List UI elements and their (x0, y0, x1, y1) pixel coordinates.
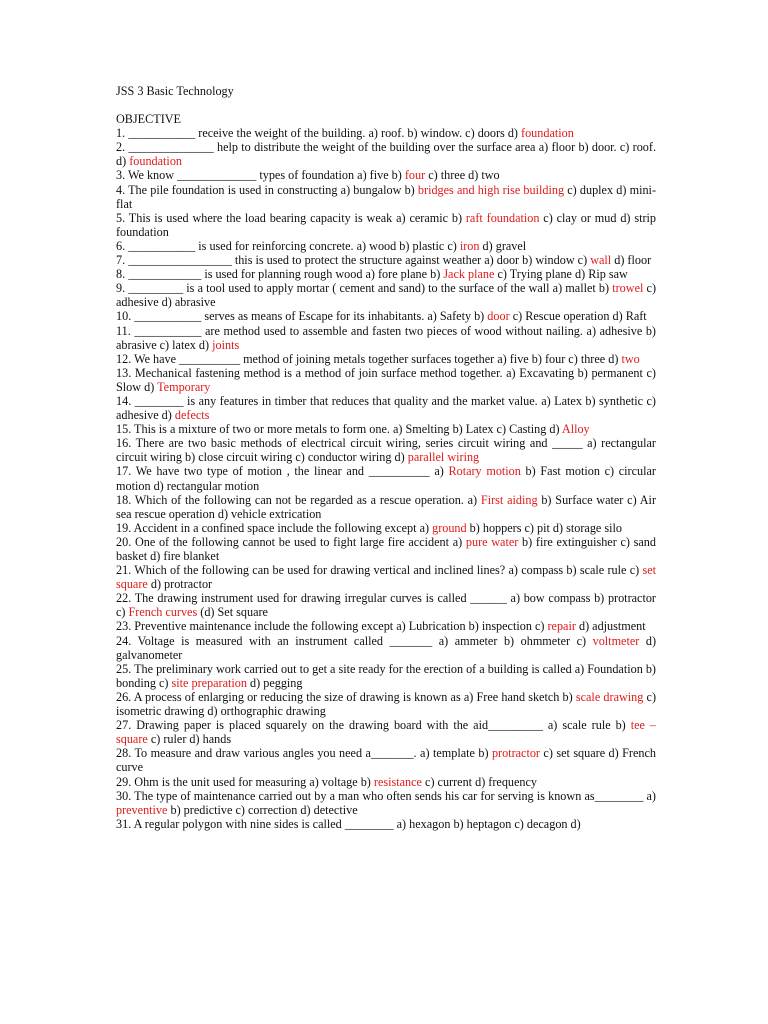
question-options-rest: c) duplex d) mini-flat (116, 182, 656, 211)
question-options-rest: b) Fast motion c) circular motion d) rectangular motion (116, 464, 656, 493)
question-text: 1. ___________ receive the weight of the building. a) roof. b) window. c) doors d) (116, 126, 522, 141)
question-text: 22. The drawing instrument used for drawing irregular curves is called ______ a) bow compass b) protractor c) (116, 591, 656, 620)
question-item (116, 521, 656, 535)
answer-highlight: foundation (521, 126, 574, 141)
answer-highlight: four (404, 168, 426, 183)
question-text: 21. Which of the following can be used for drawing vertical and inclined lines? a) compass b) scale rule c) (116, 563, 643, 578)
answer-highlight: set square (116, 563, 656, 592)
question-item (116, 591, 656, 619)
question-item (116, 493, 656, 521)
question-options-rest: c) clay or mud d) strip foundation (116, 210, 657, 239)
question-text: 12. We have __________ method of joining metals together surfaces together a) five b) four c) three d) (116, 351, 622, 366)
document-title: JSS 3 Basic Technology (116, 84, 234, 98)
answer-highlight: preventive (116, 802, 168, 817)
question-text: 9. _________ is a tool used to apply mortar ( cement and sand) to the surface of the wall a) mallet b) (116, 281, 613, 296)
answer-highlight: pure water (465, 534, 519, 549)
answer-highlight: foundation (129, 154, 183, 169)
question-text: 24. Voltage is measured with an instrument called _______ a) ammeter b) ohmmeter c) (116, 633, 593, 648)
answer-highlight: Jack plane (443, 267, 495, 282)
question-options-rest: b) fire extinguisher c) sand basket d) fire blanket (116, 534, 656, 563)
answer-highlight: site preparation (171, 675, 247, 690)
answer-highlight: wall (590, 253, 612, 268)
question-options-rest: c) current d) frequency (421, 774, 538, 789)
question-list (116, 126, 656, 831)
question-item (116, 775, 656, 789)
question-item (116, 183, 656, 211)
question-item (116, 464, 656, 492)
question-text: 2. ______________ help to distribute the weight of the building over the surface area a) floor b) door. c) roof. d) (116, 140, 656, 169)
question-text: 6. ___________ is used for reinforcing concrete. a) wood b) plastic c) (116, 238, 460, 253)
question-item (116, 690, 656, 718)
question-options-rest: b) predictive c) correction d) detective (167, 802, 358, 817)
answer-highlight: protractor (491, 746, 540, 761)
question-options-rest: c) set square d) French curve (116, 746, 656, 775)
question-options-rest: d) pegging (246, 675, 303, 690)
question-text: 26. A process of enlarging or reducing the size of drawing is known as a) Free hand sketch b) (116, 689, 576, 704)
question-text: 16. There are two basic methods of electrical circuit wiring, series circuit wiring and _____ a) rectangular circuit wiring b) close circuit wiring c) conductor wiring d) (116, 436, 656, 465)
question-options-rest: c) three d) two (425, 168, 500, 183)
question-item (116, 267, 656, 281)
answer-highlight: scale drawing (575, 689, 644, 704)
answer-highlight: iron (459, 238, 480, 253)
answer-highlight: trowel (612, 281, 644, 296)
answer-highlight: raft foundation (465, 210, 540, 225)
answer-highlight: First aiding (480, 492, 538, 507)
question-text: 7. _________________ this is used to protect the structure against weather a) door b) window c) (116, 253, 591, 268)
question-options-rest: d) floor (611, 253, 652, 268)
question-text: 18. Which of the following can not be regarded as a rescue operation. a) (116, 492, 481, 507)
question-text: 15. This is a mixture of two or more metals to form one. a) Smelting b) Latex c) Casting d) (116, 422, 562, 437)
question-item (116, 422, 656, 436)
question-item (116, 789, 656, 817)
question-item (116, 168, 656, 182)
question-item (116, 352, 656, 366)
question-options-rest: d) protractor (147, 577, 213, 592)
question-options-rest: c) ruler d) hands (147, 732, 232, 747)
question-options-rest: c) Trying plane d) Rip saw (494, 267, 628, 282)
question-text: 17. We have two type of motion , the linear and __________ a) (116, 464, 449, 479)
question-item (116, 253, 656, 267)
answer-highlight: joints (212, 337, 240, 352)
question-item (116, 619, 656, 633)
question-options-rest: c) Rescue operation d) Raft (509, 309, 647, 324)
question-item (116, 394, 656, 422)
document-page (116, 84, 656, 831)
answer-highlight: Temporary (157, 379, 211, 394)
answer-highlight: ground (432, 520, 467, 535)
question-text: 23. Preventive maintenance include the following except a) Lubrication b) inspection c) (116, 619, 548, 634)
question-item (116, 535, 656, 563)
answer-highlight: bridges and high rise building (417, 182, 565, 197)
question-options-rest: (d) Set square (197, 605, 268, 620)
question-text: 29. Ohm is the unit used for measuring a) voltage b) (116, 774, 374, 789)
question-text: 3. We know _____________ types of foundation a) five b) (116, 168, 405, 183)
question-item (116, 140, 656, 168)
question-text: 13. Mechanical fastening method is a method of join surface method together. a) Excavating b) permanent c) Slow d) (116, 365, 656, 394)
question-options-rest: c) adhesive d) abrasive (116, 281, 657, 310)
question-text: 31. A regular polygon with nine sides is called ________ a) hexagon b) heptagon c) decagon d) (116, 816, 581, 831)
answer-highlight: Alloy (561, 422, 590, 437)
question-text: 20. One of the following cannot be used to fight large fire accident a) (116, 534, 466, 549)
question-item (116, 718, 656, 746)
question-options-rest: d) adjustment (575, 619, 646, 634)
question-text: 10. ___________ serves as means of Escape for its inhabitants. a) Safety b) (116, 309, 488, 324)
question-text: 19. Accident in a confined space include the following except a) (116, 520, 433, 535)
answer-highlight: repair (547, 619, 576, 634)
answer-highlight: Rotary motion (448, 464, 521, 479)
answer-highlight: defects (174, 408, 210, 423)
answer-highlight: door (487, 309, 510, 324)
answer-highlight: tee – square (116, 718, 656, 747)
question-options-rest: d) galvanometer (116, 633, 657, 662)
section-heading: OBJECTIVE (116, 112, 181, 127)
question-text: 14. ________ is any features in timber that reduces that quality and the market value. a) Latex b) synthetic c) adhesive d) (116, 393, 656, 423)
question-item (116, 436, 656, 464)
question-text: 25. The preliminary work carried out to get a site ready for the erection of a building is called a) Foundation b) bonding c) (116, 661, 656, 690)
question-item (116, 634, 656, 662)
answer-highlight: French curves (128, 605, 198, 620)
question-item (116, 662, 656, 690)
spacer (116, 98, 656, 112)
question-item (116, 817, 656, 831)
question-item (116, 324, 656, 352)
question-item (116, 746, 656, 774)
question-text: 30. The type of maintenance carried out by a man who often sends his car for serving is known as________ a) (116, 788, 656, 803)
question-text: 4. The pile foundation is used in constructing a) bungalow b) (116, 182, 418, 197)
question-item (116, 126, 656, 140)
question-options-rest: b) hoppers c) pit d) storage silo (466, 520, 622, 535)
question-text: 28. To measure and draw various angles you need a_______. a) template b) (116, 746, 492, 761)
question-text: 5. This is used where the load bearing capacity is weak a) ceramic b) (116, 210, 466, 225)
question-options-rest: c) isometric drawing d) orthographic drawing (116, 689, 657, 719)
question-options-rest: b) Surface water c) Air sea rescue operation d) vehicle extrication (116, 492, 656, 521)
question-item (116, 281, 656, 309)
question-options-rest: d) gravel (479, 238, 527, 253)
question-item (116, 239, 656, 253)
question-item (116, 563, 656, 591)
question-text: 8. ____________ is used for planning rough wood a) fore plane b) (116, 267, 444, 282)
question-item (116, 366, 656, 394)
answer-highlight: resistance (373, 774, 422, 789)
question-text: 27. Drawing paper is placed squarely on the drawing board with the aid_________ a) scale rule b) (116, 718, 631, 733)
question-text: 11. ___________ are method used to assemble and fasten two pieces of wood without nailing. a) adhesive b) abrasive c) latex d) (116, 323, 656, 352)
answer-highlight: two (621, 351, 640, 366)
question-item (116, 211, 656, 239)
answer-highlight: parallel wiring (407, 450, 480, 465)
question-item (116, 309, 656, 323)
answer-highlight: voltmeter (592, 633, 640, 648)
